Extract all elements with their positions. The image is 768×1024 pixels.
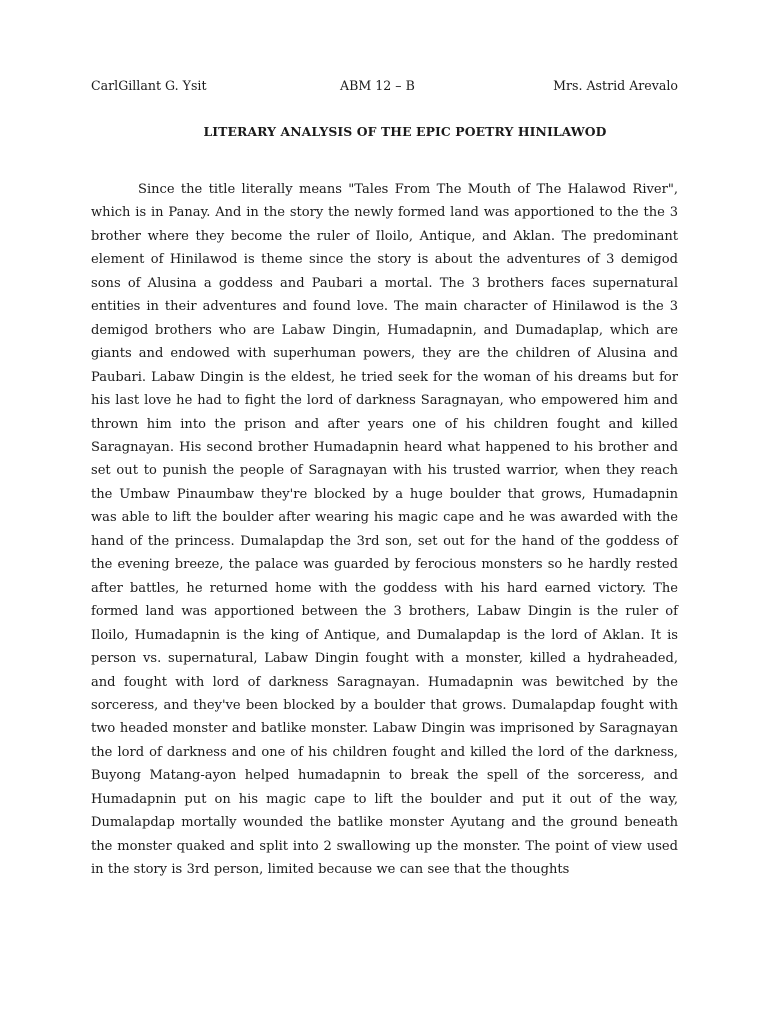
teacher-name: Mrs. Astrid Arevalo xyxy=(553,78,678,93)
body-paragraph: Since the title literally means "Tales From The Mouth of The Halawod River", which is in Panay. And in the story the newly formed land was apportioned to the the 3 brother where they become the ruler of Iloilo, Antique, and Aklan. The predominant element of Hinilawod is theme since the story is about the adventures of 3 demigod sons of Alusina a goddess and Paubari a mortal. The 3 brothers faces supernatural entities in their adventures and found love. The main character of Hinilawod is the 3 demigod brothers who are Labaw Dingin, Humadapnin, and Dumadaplap, which are giants and endowed with superhuman powers, they are the children of Alusina and Paubari. Labaw Dingin is the eldest, he tried seek for the woman of his dreams but for his last love he had to fight the lord of darkness Saragnayan, who empowered him and thrown him into the prison and after years one of his children fought and killed Saragnayan. His second brother Humadapnin heard what happened to his brother and set out to punish the people of Saragnayan with his trusted warrior, when they reach the Umbaw Pinaumbaw they're blocked by a huge boulder that grows, Humadapnin was able to lift the boulder after wearing his magic cape and he was awarded with the hand of the princess. Dumalapdap the 3rd son, set out for the hand of the goddess of the evening breeze, the palace was guarded by ferocious monsters so he hardly rested after battles, he returned home with the goddess with his hard earned victory. The formed land was apportioned between the 3 brothers, Labaw Dingin is the ruler of Iloilo, Humadapnin is the king of Antique, and Dumalapdap is the lord of Aklan. It is person vs. supernatural, Labaw Dingin fought with a monster, killed a hydraheaded, and fought with lord of darkness Saragnayan. Humadapnin was bewitched by the sorceress, and they've been blocked by a boulder that grows. Dumalapdap fought with two headed monster and batlike monster. Labaw Dingin was imprisoned by Saragnayan the lord of darkness and one of his children fought and killed the lord of the darkness, Buyong Matang-ayon helped humadapnin to break the spell of the sorceress, and Humadapnin put on his magic cape to lift the boulder and put it out of the way, Dumalapdap mortally wounded the batlike monster Ayutang and the ground beneath the monster quaked and split into 2 swallowing up the monster. The point of view used in the story is 3rd person, limited because we can see that the thoughts xyxy=(91,182,678,878)
document-title: LITERARY ANALYSIS OF THE EPIC POETRY HINILAWOD xyxy=(203,124,607,139)
class-section: ABM 12 – B xyxy=(340,78,415,93)
student-name: CarlGillant G. Ysit xyxy=(91,78,207,93)
document-header xyxy=(91,78,678,98)
